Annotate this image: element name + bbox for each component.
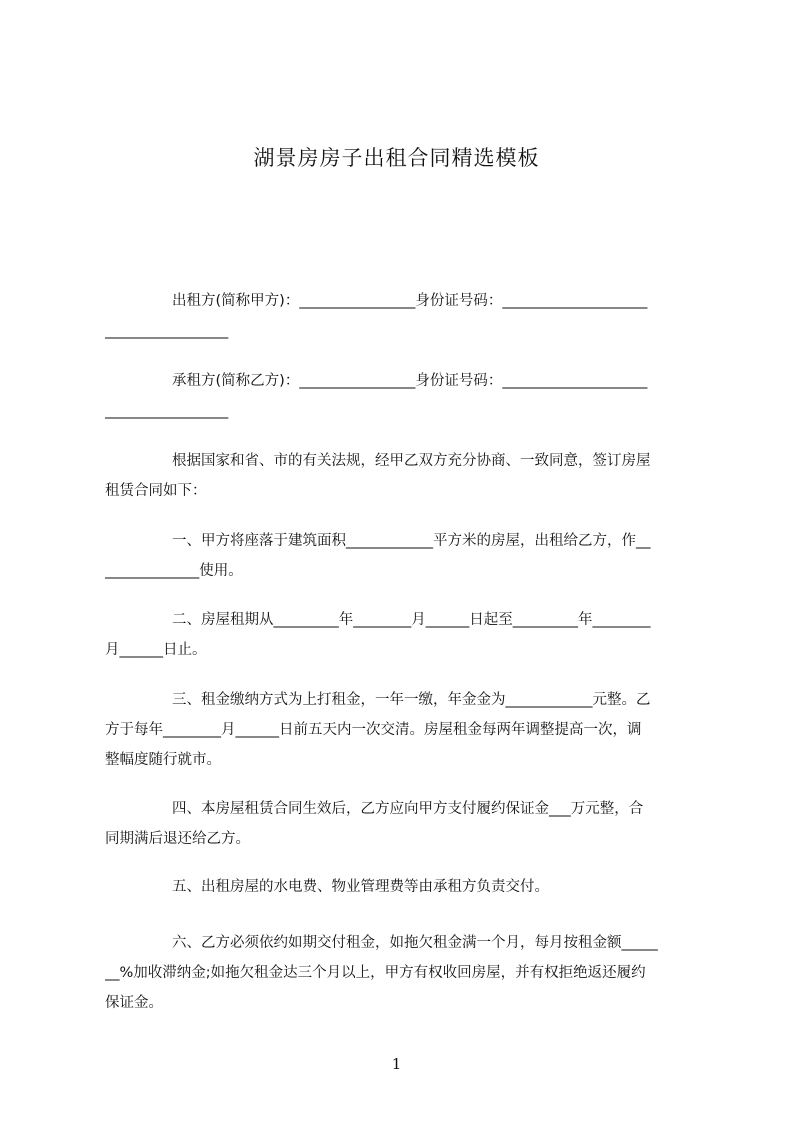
paragraph-line: _________________ [105, 323, 229, 339]
clause-4 [105, 794, 701, 854]
clause-2 [105, 605, 701, 665]
paragraph-line: 月______日止。 [105, 642, 207, 658]
paragraph-line: 五、出租房屋的水电费、物业管理费等由承租方负责交付。 [172, 879, 549, 895]
paragraph-line: 二、房屋租期从_________年________月______日起至_________年________ [172, 612, 651, 628]
paragraph-line: _________________ [105, 403, 229, 419]
paragraph-line: 三、租金缴纳方式为上打租金，一年一缴，年金金为____________元整。乙 [172, 692, 651, 708]
clause-1 [105, 526, 701, 586]
paragraph-line: 同期满后退还给乙方。 [105, 831, 250, 847]
preamble-paragraph [105, 446, 701, 506]
paragraph-line: 承租方(简称乙方)：________________身份证号码：____________________ [172, 373, 648, 389]
paragraph-line: 整幅度随行就市。 [105, 752, 221, 768]
paragraph-line: 出租方(简称甲方)：________________身份证号码：____________________ [172, 293, 648, 309]
paragraph-line: 六、乙方必须依约如期交付租金，如拖欠租金满一个月，每月按租金额_____ [172, 935, 658, 951]
lessee-paragraph [105, 366, 701, 426]
paragraph-line: 一、甲方将座落于建筑面积____________平方米的房屋，出租给乙方，作__ [172, 533, 651, 549]
clause-3 [105, 685, 701, 775]
paragraph-line: __%加收滞纳金;如拖欠租金达三个月以上，甲方有权收回房屋，并有权拒绝返还履约 [105, 965, 646, 981]
paragraph-line: 方于每年________月______日前五天内一次交清。房屋租金每两年调整提高一次，调 [105, 722, 642, 738]
paragraph-line: 根据国家和省、市的有关法规，经甲乙双方充分协商、一致同意，签订房屋 [172, 453, 651, 469]
clause-5 [105, 872, 701, 902]
page-number: 1 [391, 1055, 402, 1073]
paragraph-line: 四、本房屋租赁合同生效后，乙方应向甲方支付履约保证金___万元整，合 [172, 801, 644, 817]
lessor-paragraph [105, 286, 701, 346]
paragraph-line: 保证金。 [105, 995, 163, 1011]
paragraph-line: _____________使用。 [105, 563, 243, 579]
document-title: 湖景房房子出租合同精选模板 [253, 146, 540, 170]
clause-6 [105, 928, 701, 1018]
paragraph-line: 租赁合同如下： [105, 483, 207, 499]
